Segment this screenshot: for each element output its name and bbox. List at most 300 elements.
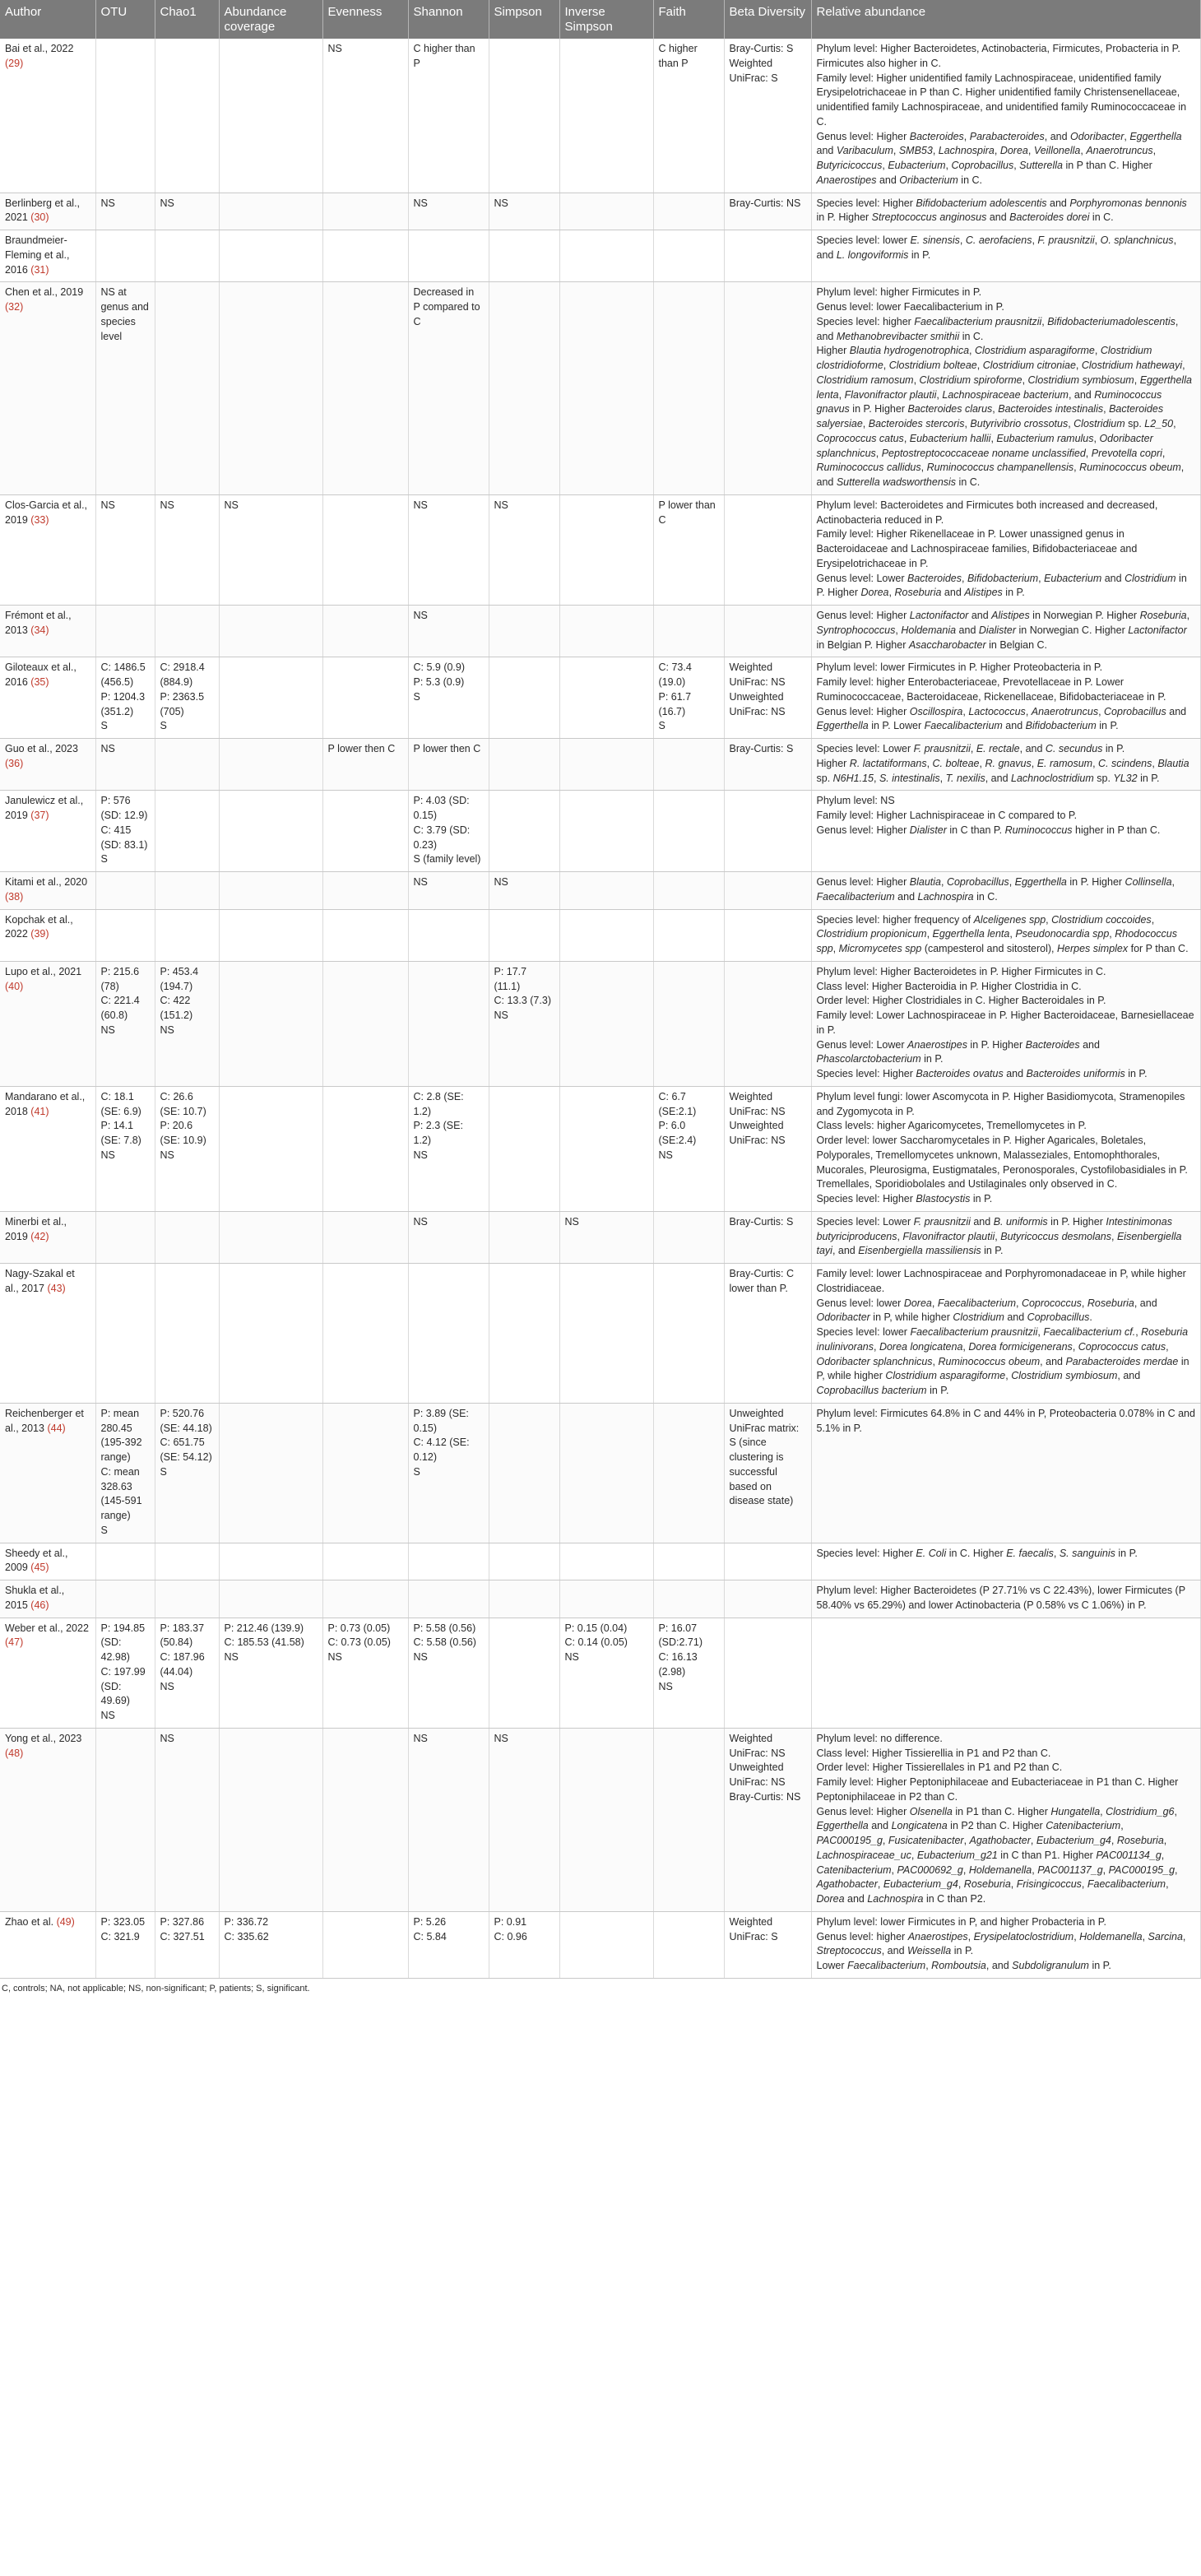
cell-inverse-simpson	[559, 230, 653, 282]
cell-simpson	[489, 1543, 559, 1580]
cell-value: NS	[564, 1215, 579, 1228]
cell-shannon	[408, 1911, 489, 1978]
cell-author	[0, 1580, 95, 1618]
column-header-beta-diversity: Beta Diversity	[724, 0, 811, 39]
cell-abundance-coverage	[219, 909, 322, 961]
cell-inverse-simpson	[559, 739, 653, 791]
cell-simpson	[489, 494, 559, 605]
cell-shannon	[408, 1086, 489, 1211]
reference-link[interactable]: (30)	[30, 211, 49, 224]
cell-chao1	[155, 1911, 219, 1978]
cell-faith	[653, 1618, 724, 1728]
cell-value: NS	[327, 43, 342, 54]
reference-link[interactable]: (49)	[56, 1915, 75, 1928]
reference-link[interactable]: (39)	[30, 928, 49, 940]
cell-evenness	[322, 1618, 408, 1728]
author-name: Minerbi et al., 2019	[5, 1215, 67, 1242]
cell-author	[0, 739, 95, 791]
cell-faith	[653, 494, 724, 605]
cell-value: Bray-Curtis: S Weighted UniFrac: S	[729, 43, 794, 84]
cell-otu	[95, 1543, 155, 1580]
cell-otu	[95, 1403, 155, 1543]
cell-evenness	[322, 909, 408, 961]
abundance-paragraph: Order level: Higher Tissierellales in P1 and P2 than C.	[816, 1761, 1063, 1774]
cell-evenness	[322, 872, 408, 910]
author-name: Frémont et al., 2013	[5, 610, 72, 636]
abundance-paragraph: Phylum level: no difference.	[816, 1732, 943, 1744]
cell-simpson	[489, 282, 559, 495]
cell-abundance-coverage	[219, 494, 322, 605]
cell-chao1	[155, 193, 219, 230]
cell-chao1	[155, 909, 219, 961]
cell-evenness	[322, 1264, 408, 1404]
author-name: Mandarano et al., 2018	[5, 1090, 86, 1117]
abundance-paragraph: Genus level: lower Faecalibacterium in P.	[816, 301, 1004, 313]
cell-evenness	[322, 1728, 408, 1911]
cell-faith	[653, 1580, 724, 1618]
cell-value: C: 73.4 (19.0) P: 61.7 (16.7) S	[658, 661, 692, 732]
cell-simpson	[489, 39, 559, 193]
abundance-paragraph: Species level: higher Faecalibacterium prausnitzii, Bifidobacteriumadolescentis, and Methanobrevibacter smithii in C.	[816, 315, 1179, 342]
cell-author	[0, 1543, 95, 1580]
cell-value: NS	[494, 197, 508, 209]
author-name: Braundmeier-Fleming et al., 2016	[5, 234, 70, 276]
cell-abundance-coverage	[219, 1264, 322, 1404]
cell-beta-diversity	[724, 606, 811, 657]
cell-inverse-simpson	[559, 657, 653, 739]
cell-value: NS	[494, 876, 508, 888]
cell-value: NS	[413, 1215, 428, 1228]
cell-shannon	[408, 909, 489, 961]
cell-chao1	[155, 739, 219, 791]
reference-link[interactable]: (47)	[5, 1636, 24, 1649]
cell-inverse-simpson	[559, 1264, 653, 1404]
cell-beta-diversity	[724, 230, 811, 282]
author-name: Kopchak et al., 2022	[5, 913, 73, 940]
cell-otu	[95, 606, 155, 657]
cell-value: P: 0.91 C: 0.96	[494, 1915, 527, 1942]
abundance-paragraph: Species level: Lower F. prausnitzii, E. rectale, and C. secundus in P.	[816, 743, 1125, 754]
cell-beta-diversity	[724, 282, 811, 495]
abundance-paragraph: Phylum level: NS	[816, 795, 895, 807]
cell-simpson	[489, 739, 559, 791]
table-row	[0, 606, 1201, 657]
cell-value: NS	[413, 876, 428, 888]
cell-abundance-coverage	[219, 1911, 322, 1978]
cell-otu	[95, 1728, 155, 1911]
table-row	[0, 193, 1201, 230]
cell-relative-abundance	[811, 1211, 1201, 1263]
cell-value: C: 6.7 (SE:2.1) P: 6.0 (SE:2.4) NS	[658, 1090, 697, 1161]
cell-inverse-simpson	[559, 39, 653, 193]
abundance-paragraph: Genus level: lower Dorea, Faecalibacterium, Coprococcus, Roseburia, and Odoribacter in P, while higher Clostridium and Coprobacillus.	[816, 1297, 1157, 1324]
cell-value: Bray-Curtis: S	[729, 1215, 794, 1228]
cell-evenness	[322, 961, 408, 1086]
cell-value: P: 17.7 (11.1) C: 13.3 (7.3) NS	[494, 965, 551, 1021]
cell-value: Bray-Curtis: C lower than P.	[729, 1268, 794, 1294]
cell-inverse-simpson	[559, 1543, 653, 1580]
abundance-paragraph: Higher R. lactatiformans, C. bolteae, R. gnavus, E. ramosum, C. scindens, Blautia sp. N6H1.15, S. intestinalis, T. nexilis, and Lachnoclostridium sp. YL32 in P.	[816, 757, 1189, 784]
cell-relative-abundance	[811, 909, 1201, 961]
cell-beta-diversity	[724, 1211, 811, 1263]
author-name: Clos-Garcia et al., 2019	[5, 499, 88, 526]
abundance-paragraph: Tremellales, Sporidiobolales and Ustilaginales only observed in C.	[816, 1178, 1118, 1191]
author-name: Shukla et al., 2015	[5, 1585, 65, 1611]
reference-link[interactable]: (36)	[5, 757, 24, 769]
table-row	[0, 1264, 1201, 1404]
cell-faith	[653, 1911, 724, 1978]
reference-link[interactable]: (46)	[30, 1599, 49, 1611]
author-name: Zhao et al.	[5, 1915, 54, 1928]
cell-chao1	[155, 1086, 219, 1211]
cell-value: P: 183.37 (50.84) C: 187.96 (44.04) NS	[160, 1622, 205, 1692]
cell-value: Bray-Curtis: NS	[729, 197, 801, 209]
cell-author	[0, 1264, 95, 1404]
cell-author	[0, 1618, 95, 1728]
cell-abundance-coverage	[219, 739, 322, 791]
author-name: Guo et al., 2023	[5, 743, 78, 754]
cell-faith	[653, 1728, 724, 1911]
cell-shannon	[408, 193, 489, 230]
cell-chao1	[155, 606, 219, 657]
author-name: Weber et al., 2022	[5, 1622, 89, 1634]
cell-relative-abundance	[811, 1086, 1201, 1211]
reference-link[interactable]: (37)	[30, 810, 49, 821]
cell-shannon	[408, 1403, 489, 1543]
table-row	[0, 1911, 1201, 1978]
cell-otu	[95, 1086, 155, 1211]
cell-value: Weighted UniFrac: NS Unweighted UniFrac: NS	[729, 1090, 786, 1146]
cell-author	[0, 494, 95, 605]
abundance-paragraph: Phylum level: Firmicutes 64.8% in C and 44% in P, Proteobacteria 0.078% in C and 5.1% in P.	[816, 1407, 1195, 1434]
cell-simpson	[489, 1580, 559, 1618]
cell-author	[0, 657, 95, 739]
column-header-abundance-coverage: Abundance coverage	[219, 0, 322, 39]
cell-value: C: 1486.5 (456.5) P: 1204.3 (351.2) S	[100, 661, 146, 732]
cell-simpson	[489, 872, 559, 910]
cell-chao1	[155, 1264, 219, 1404]
cell-value: NS	[100, 743, 115, 754]
cell-inverse-simpson	[559, 1403, 653, 1543]
reference-link[interactable]: (34)	[30, 624, 49, 636]
cell-faith	[653, 657, 724, 739]
abundance-paragraph: Species level: Higher Bacteroides ovatus and Bacteroides uniformis in P.	[816, 1068, 1148, 1079]
cell-value: C: 26.6 (SE: 10.7) P: 20.6 (SE: 10.9) NS	[160, 1090, 206, 1161]
cell-value: C: 5.9 (0.9) P: 5.3 (0.9) S	[413, 661, 466, 703]
cell-evenness	[322, 1911, 408, 1978]
cell-faith	[653, 282, 724, 495]
cell-evenness	[322, 494, 408, 605]
cell-chao1	[155, 872, 219, 910]
cell-beta-diversity	[724, 872, 811, 910]
cell-author	[0, 230, 95, 282]
cell-chao1	[155, 494, 219, 605]
cell-simpson	[489, 1264, 559, 1404]
cell-otu	[95, 193, 155, 230]
abundance-paragraph: Phylum level: higher Firmicutes in P.	[816, 286, 982, 299]
cell-chao1	[155, 1543, 219, 1580]
cell-value: P: 336.72 C: 335.62	[224, 1915, 269, 1942]
cell-simpson	[489, 657, 559, 739]
cell-shannon	[408, 1580, 489, 1618]
cell-evenness	[322, 1403, 408, 1543]
cell-inverse-simpson	[559, 1911, 653, 1978]
cell-evenness	[322, 1543, 408, 1580]
cell-shannon	[408, 657, 489, 739]
cell-author	[0, 282, 95, 495]
cell-relative-abundance	[811, 1543, 1201, 1580]
cell-value: P: 4.03 (SD: 0.15) C: 3.79 (SD: 0.23) S (family level)	[413, 795, 481, 866]
abundance-paragraph: Phylum level: Higher Bacteroidetes (P 27.71% vs C 22.43%), lower Firmicutes (P 58.40% vs 65.29%) and lower Actinobacteria (P 0.58% vs C 1.06%) in P.	[816, 1585, 1185, 1611]
cell-value: C higher than P	[413, 43, 475, 69]
cell-inverse-simpson	[559, 1211, 653, 1263]
table-footnote: C, controls; NA, not applicable; NS, non-significant; P, patients; S, significant.	[2, 1983, 310, 1993]
cell-value: NS	[100, 197, 115, 209]
cell-inverse-simpson	[559, 1086, 653, 1211]
abundance-paragraph: Family level: Higher Peptoniphilaceae and Eubacteriaceae in P1 than C. Higher Peptoniphilaceae in P2 than C.	[816, 1776, 1179, 1803]
cell-evenness	[322, 1580, 408, 1618]
cell-chao1	[155, 1211, 219, 1263]
cell-inverse-simpson	[559, 1618, 653, 1728]
cell-shannon	[408, 791, 489, 872]
cell-otu	[95, 230, 155, 282]
cell-value: P: 0.73 (0.05) C: 0.73 (0.05) NS	[327, 1622, 391, 1663]
column-header-chao1: Chao1	[155, 0, 219, 39]
abundance-paragraph: Genus level: Higher Blautia, Coprobacillus, Eggerthella in P. Higher Collinsella, Faecalibacterium and Lachnospira in C.	[816, 876, 1175, 903]
table-row	[0, 39, 1201, 193]
cell-inverse-simpson	[559, 909, 653, 961]
cell-otu	[95, 657, 155, 739]
reference-link[interactable]: (41)	[30, 1105, 49, 1117]
column-header-relative-abundance: Relative abundance	[811, 0, 1201, 39]
cell-beta-diversity	[724, 1264, 811, 1404]
cell-value: P: 194.85 (SD: 42.98) C: 197.99 (SD: 49.69) NS	[100, 1622, 146, 1721]
author-name: Reichenberger et al., 2013	[5, 1407, 84, 1434]
reference-link[interactable]: (45)	[30, 1562, 49, 1574]
cell-otu	[95, 1911, 155, 1978]
abundance-paragraph: Family level: Higher unidentified family Lachnospiraceae, unidentified family Erysipelotrichaceae in P than C. Higher unidentified family Christensenellaceae, unidentified family Lachnospiraceae, and unidentified family Ruminococcaceae in C.	[816, 72, 1187, 128]
cell-chao1	[155, 1728, 219, 1911]
cell-shannon	[408, 1618, 489, 1728]
abundance-paragraph: Species level: higher frequency of Alceligenes spp, Clostridium coccoides, Clostridium propionicum, Eggerthella lenta, Pseudonocardia spp, Rhodococcus spp, Micromycetes spp (campesterol and sitosterol), Herpes simplex for P than C.	[816, 913, 1189, 954]
cell-inverse-simpson	[559, 791, 653, 872]
author-name: Lupo et al., 2021	[5, 965, 82, 977]
author-name: Giloteaux et al., 2016	[5, 661, 77, 688]
cell-shannon	[408, 739, 489, 791]
cell-value: NS	[494, 1732, 508, 1744]
abundance-paragraph: Class level: Higher Tissierellia in P1 and P2 than C.	[816, 1747, 1051, 1759]
cell-inverse-simpson	[559, 494, 653, 605]
cell-beta-diversity	[724, 1543, 811, 1580]
reference-link[interactable]: (40)	[5, 980, 24, 992]
table-row	[0, 961, 1201, 1086]
cell-value: C: 18.1 (SE: 6.9) P: 14.1 (SE: 7.8) NS	[100, 1090, 141, 1161]
cell-relative-abundance	[811, 1403, 1201, 1543]
abundance-paragraph: Order level: lower Saccharomycetales in P. Higher Agaricales, Boletales, Polyporales, Tremellomycetes unknown, Malasseziales, Entomophthorales, Mucorales, Pleurosigma, Eustigmatales, Peronosporales, Cystofilobasidiales in P.	[816, 1135, 1188, 1176]
cell-relative-abundance	[811, 1618, 1201, 1728]
cell-beta-diversity	[724, 909, 811, 961]
table-row	[0, 872, 1201, 910]
reference-link[interactable]: (35)	[30, 676, 49, 688]
abundance-paragraph: Genus level: Higher Dialister in C than P. Ruminococcus higher in P than C.	[816, 824, 1161, 836]
cell-simpson	[489, 909, 559, 961]
abundance-paragraph: Order level: Higher Clostridiales in C. Higher Bacteroidales in P.	[816, 995, 1106, 1007]
cell-value: P: 576 (SD: 12.9) C: 415 (SD: 83.1) S	[100, 795, 148, 866]
cell-evenness	[322, 1086, 408, 1211]
cell-value: P lower then C	[413, 743, 481, 754]
cell-value: P: 0.15 (0.04) C: 0.14 (0.05) NS	[564, 1622, 628, 1663]
cell-relative-abundance	[811, 872, 1201, 910]
cell-chao1	[155, 1403, 219, 1543]
cell-value: P: 520.76 (SE: 44.18) C: 651.75 (SE: 54.12) S	[160, 1407, 212, 1478]
cell-chao1	[155, 230, 219, 282]
reference-link[interactable]: (33)	[30, 513, 49, 526]
cell-inverse-simpson	[559, 872, 653, 910]
cell-relative-abundance	[811, 739, 1201, 791]
cell-otu	[95, 739, 155, 791]
table-row	[0, 1580, 1201, 1618]
cell-abundance-coverage	[219, 282, 322, 495]
abundance-paragraph: Species level: Higher E. Coli in C. Higher E. faecalis, S. sanguinis in P.	[816, 1547, 1138, 1559]
cell-abundance-coverage	[219, 193, 322, 230]
cell-relative-abundance	[811, 282, 1201, 495]
cell-author	[0, 791, 95, 872]
column-header-otu: OTU	[95, 0, 155, 39]
cell-otu	[95, 872, 155, 910]
cell-value: Weighted UniFrac: S	[729, 1915, 778, 1942]
cell-relative-abundance	[811, 1264, 1201, 1404]
reference-link[interactable]: (48)	[5, 1747, 24, 1759]
cell-shannon	[408, 39, 489, 193]
reference-link[interactable]: (31)	[30, 263, 49, 276]
cell-value: NS	[100, 499, 115, 511]
abundance-paragraph: Family level: Lower Lachnospiraceae in P. Higher Bacteroidaceae, Barnesiellaceae in P.	[816, 1010, 1194, 1036]
cell-value: P: 5.58 (0.56) C: 5.58 (0.56) NS	[413, 1622, 476, 1663]
cell-value: Weighted UniFrac: NS Unweighted UniFrac: NS Bray-Curtis: NS	[729, 1732, 801, 1803]
reference-link[interactable]: (32)	[5, 301, 24, 313]
cell-value: NS	[413, 1732, 428, 1744]
abundance-paragraph: Phylum level: Higher Bacteroidetes in P. Higher Firmicutes in C.	[816, 965, 1106, 977]
reference-link[interactable]: (38)	[5, 890, 24, 903]
cell-evenness	[322, 739, 408, 791]
cell-simpson	[489, 1618, 559, 1728]
cell-author	[0, 39, 95, 193]
cell-otu	[95, 791, 155, 872]
cell-relative-abundance	[811, 230, 1201, 282]
table-row	[0, 1728, 1201, 1911]
cell-otu	[95, 282, 155, 495]
cell-value: NS	[224, 499, 239, 511]
cell-author	[0, 193, 95, 230]
abundance-paragraph: Phylum level: Higher Bacteroidetes, Actinobacteria, Firmicutes, Probacteria in P. Firmicutes also higher in C.	[816, 43, 1180, 69]
cell-abundance-coverage	[219, 1211, 322, 1263]
table-row	[0, 1543, 1201, 1580]
table-row	[0, 739, 1201, 791]
cell-value: P: 323.05 C: 321.9	[100, 1915, 146, 1942]
cell-value: P: 5.26 C: 5.84	[413, 1915, 447, 1942]
reference-link[interactable]: (43)	[47, 1282, 66, 1294]
abundance-paragraph: Family level: lower Lachnospiraceae and Porphyromonadaceae in P, while higher Clostridiaceae.	[816, 1268, 1186, 1294]
cell-simpson	[489, 606, 559, 657]
cell-inverse-simpson	[559, 282, 653, 495]
cell-simpson	[489, 230, 559, 282]
cell-value: NS	[494, 499, 508, 511]
cell-value: NS	[413, 499, 428, 511]
cell-shannon	[408, 1728, 489, 1911]
table-row	[0, 1211, 1201, 1263]
abundance-paragraph: Family level: Higher Lachnispiraceae in C compared to P.	[816, 810, 1078, 821]
abundance-paragraph: Species level: lower E. sinensis, C. aerofaciens, F. prausnitzii, O. splanchnicus, and L. longoviformis in P.	[816, 234, 1177, 261]
reference-link[interactable]: (29)	[5, 57, 24, 69]
cell-author	[0, 872, 95, 910]
cell-inverse-simpson	[559, 961, 653, 1086]
cell-chao1	[155, 1618, 219, 1728]
cell-faith	[653, 1264, 724, 1404]
table-body	[0, 39, 1201, 1978]
table-row	[0, 1086, 1201, 1211]
cell-value: C higher than P	[658, 43, 698, 69]
cell-abundance-coverage	[219, 1618, 322, 1728]
cell-simpson	[489, 1403, 559, 1543]
cell-abundance-coverage	[219, 39, 322, 193]
cell-value: Unweighted UniFrac matrix: S (since clustering is successful based on disease state)	[729, 1407, 800, 1507]
cell-shannon	[408, 230, 489, 282]
abundance-paragraph: Genus level: Higher Lactonifactor and Alistipes in Norwegian P. Higher Roseburia, Syntrophococcus, Holdemania and Dialister in Norwegian C. Higher Lactonifactor in Belgian P. Higher Asaccharobacter in Belgian C.	[816, 610, 1190, 651]
reference-link[interactable]: (44)	[47, 1422, 66, 1434]
cell-chao1	[155, 1580, 219, 1618]
cell-abundance-coverage	[219, 1086, 322, 1211]
cell-evenness	[322, 657, 408, 739]
author-name: Chen et al., 2019	[5, 286, 84, 299]
cell-relative-abundance	[811, 39, 1201, 193]
abundance-paragraph: Lower Faecalibacterium, Romboutsia, and Subdoligranulum in P.	[816, 1960, 1111, 1971]
abundance-paragraph: Phylum level fungi: lower Ascomycota in P. Higher Basidiomycota, Stramenopiles and Zygomycota in P.	[816, 1090, 1185, 1117]
cell-faith	[653, 961, 724, 1086]
cell-relative-abundance	[811, 1911, 1201, 1978]
cell-author	[0, 1911, 95, 1978]
cell-inverse-simpson	[559, 1728, 653, 1911]
cell-value: P: 453.4 (194.7) C: 422 (151.2) NS	[160, 965, 199, 1036]
reference-link[interactable]: (42)	[30, 1230, 49, 1242]
abundance-paragraph: Family level: Higher Rikenellaceae in P. Lower unassigned genus in Bacteroidaceae and Lachnospiraceae families, Bifidobacteriaceae and Erysipelotrichaceae in P.	[816, 528, 1138, 569]
abundance-paragraph: Species level: lower Faecalibacterium prausnitzii, Faecalibacterium cf., Roseburia inulinivorans, Dorea longicatena, Dorea formicigenerans, Coprococcus catus, Odoribacter splanchnicus, Ruminococcus obeum, and Parabacteroides merdae in P, while higher Clostridium asparagiforme, Clostridium symbiosum, and Coprobacillus bacterium in P.	[816, 1326, 1189, 1396]
table-row	[0, 282, 1201, 495]
cell-abundance-coverage	[219, 230, 322, 282]
column-header-simpson: Simpson	[489, 0, 559, 39]
cell-relative-abundance	[811, 791, 1201, 872]
cell-chao1	[155, 657, 219, 739]
cell-shannon	[408, 1543, 489, 1580]
cell-abundance-coverage	[219, 961, 322, 1086]
cell-author	[0, 909, 95, 961]
column-header-inverse-simpson: Inverse Simpson	[559, 0, 653, 39]
cell-evenness	[322, 39, 408, 193]
abundance-paragraph: Higher Blautia hydrogenotrophica, Clostridium asparagiforme, Clostridium clostridioforme, Clostridium bolteae, Clostridium citroniae, Clostridium hathewayi, Clostridium ramosum, Clostridium spiroforme, Clostridium symbiosum, Eggerthella lenta, Flavonifractor plautii, Lachnospiraceae bacterium, and Ruminococcus gnavus in P. Higher Bacteroides clarus, Bacteroides intestinalis, Bacteroides salyersiae, Bacteroides stercoris, Butyrivibrio crossotus, Clostridium sp. L2_50, Coprococcus catus, Eubacterium hallii, Eubacterium ramulus, Odoribacter splanchnicus, Peptostreptococcaceae noname unclassified, Prevotella copri, Ruminococcus callidus, Ruminococcus champanellensis, Ruminococcus obeum, and Sutterella wadsworthensis in C.	[816, 345, 1192, 488]
cell-inverse-simpson	[559, 1580, 653, 1618]
cell-otu	[95, 1618, 155, 1728]
abundance-paragraph: Genus level: Lower Anaerostipes in P. Higher Bacteroides and Phascolarctobacterium in P.	[816, 1038, 1100, 1065]
cell-chao1	[155, 791, 219, 872]
abundance-paragraph: Species level: Lower F. prausnitzii and B. uniformis in P. Higher Intestinimonas butyriciproducens, Flavonifractor plautii, Butyricoccus desmolans, Eisenbergiella tayi, and Eisenbergiella massiliensis in P.	[816, 1215, 1182, 1257]
cell-author	[0, 1403, 95, 1543]
cell-author	[0, 1211, 95, 1263]
cell-inverse-simpson	[559, 606, 653, 657]
cell-abundance-coverage	[219, 872, 322, 910]
cell-abundance-coverage	[219, 606, 322, 657]
cell-value: P: 212.46 (139.9) C: 185.53 (41.58) NS	[224, 1622, 304, 1663]
cell-faith	[653, 1086, 724, 1211]
abundance-paragraph: Genus level: Higher Bacteroides, Parabacteroides, and Odoribacter, Eggerthella and Varibaculum, SMB53, Lachnospira, Dorea, Veillonella, Anaerotruncus, Butyricicoccus, Eubacterium, Coprobacillus, Sutterella in P than C. Higher Anaerostipes and Oribacterium in C.	[816, 130, 1182, 186]
